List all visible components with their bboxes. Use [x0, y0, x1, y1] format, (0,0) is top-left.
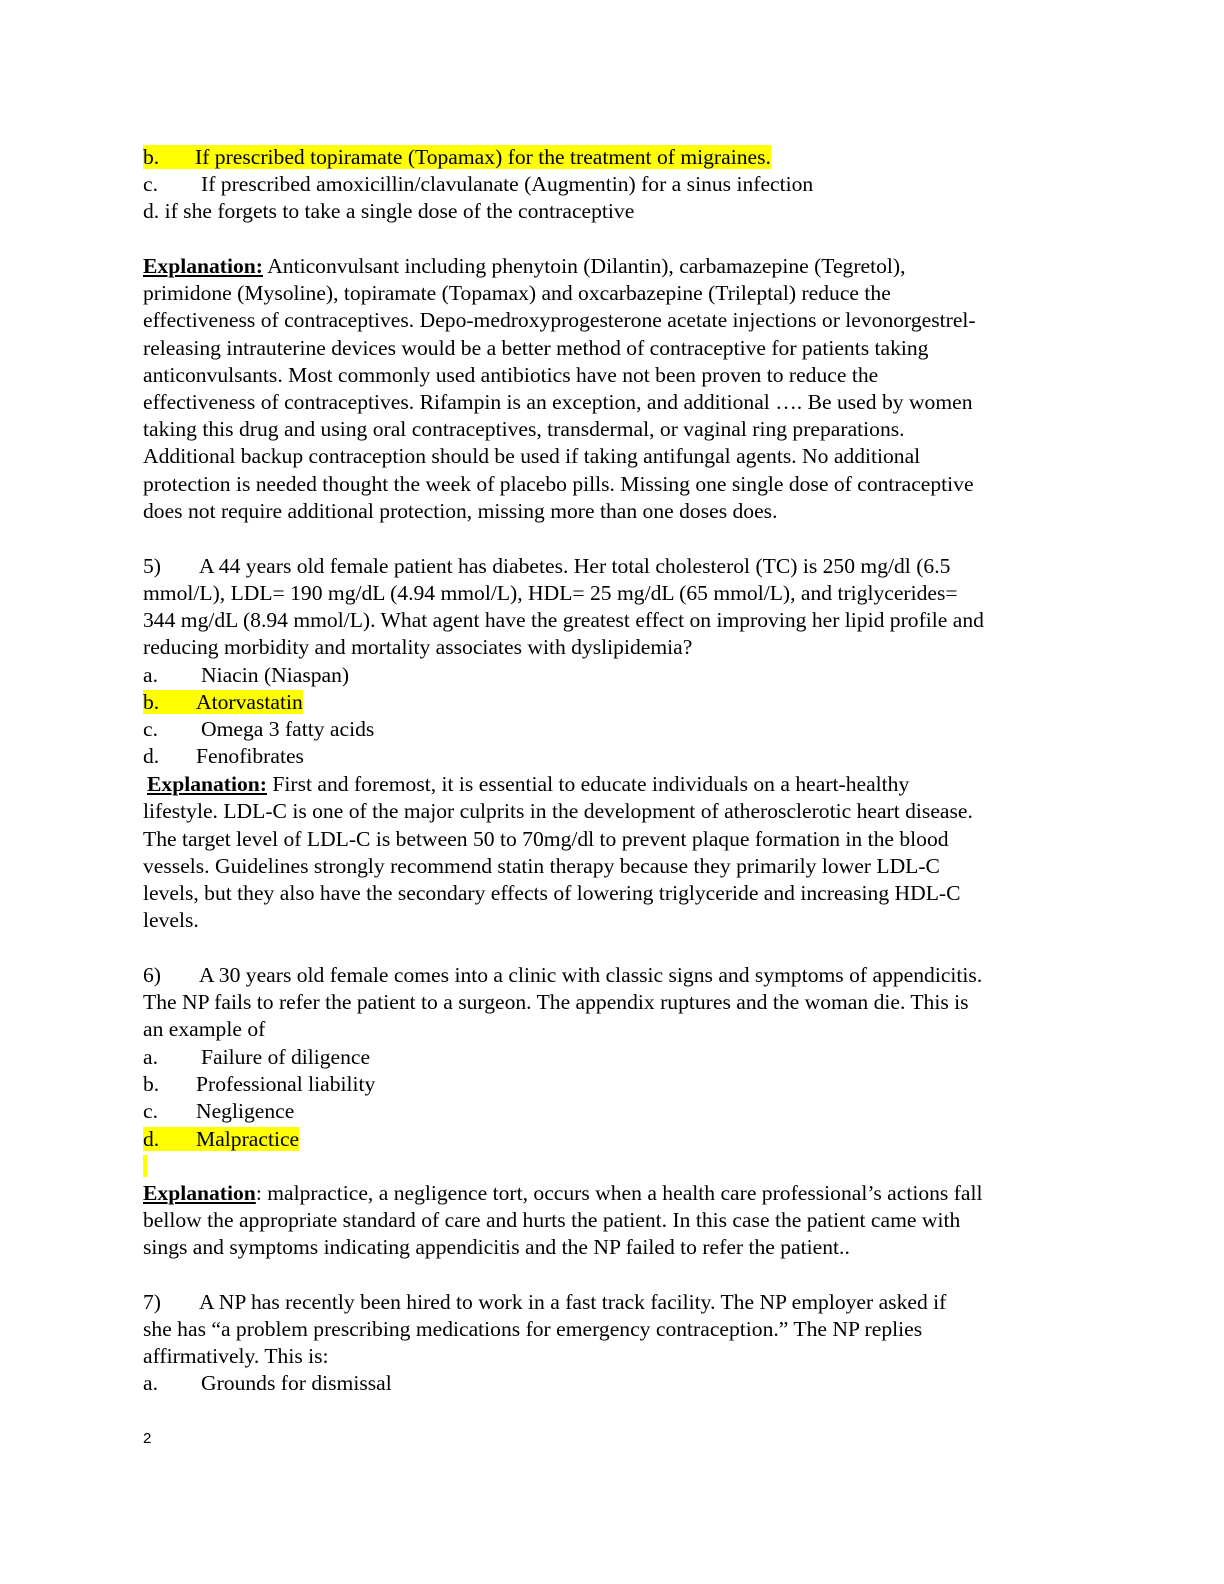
option-label: d. — [143, 1127, 160, 1151]
explanation-line: effectiveness of contraceptives. Rifampin is an exception, and additional …. Be used by women — [143, 390, 973, 414]
explanation-text: First and foremost, it is essential to educate individuals on a heart-healthy — [267, 772, 910, 796]
option-c-line — [143, 716, 374, 743]
explanation-heading: Explanation — [143, 1181, 256, 1205]
explanation-line — [147, 771, 909, 798]
explanation-line: primidone (Mysoline), topiramate (Topamax) and oxcarbazepine (Trileptal) reduce the — [143, 281, 891, 305]
option-text: Professional liability — [196, 1072, 376, 1096]
option-text: Negligence — [196, 1099, 295, 1123]
option-c-line — [143, 1098, 294, 1125]
question-7-line — [143, 1289, 946, 1316]
question-line: an example of — [143, 1017, 266, 1041]
question-6-line — [143, 962, 982, 989]
explanation-heading: Explanation: — [147, 772, 267, 796]
question-text: A 44 years old female patient has diabetes. Her total cholesterol (TC) is 250 mg/dl (6.5 — [199, 554, 951, 578]
option-label: a. — [143, 1371, 158, 1395]
explanation-line: bellow the appropriate standard of care and hurts the patient. In this case the patient came with — [143, 1208, 961, 1232]
option-b-line — [143, 689, 303, 716]
option-c-line — [143, 171, 813, 198]
option-text: If prescribed topiramate (Topamax) for the treatment of migraines. — [195, 145, 771, 169]
explanation-line: lifestyle. LDL-C is one of the major culprits in the development of atherosclerotic heart disease. — [143, 799, 973, 823]
explanation-text: : malpractice, a negligence tort, occurs when a health care professional’s actions fall — [255, 1181, 983, 1205]
option-text: Niacin (Niaspan) — [201, 663, 350, 687]
option-a-line — [143, 1370, 392, 1397]
question-line: The NP fails to refer the patient to a surgeon. The appendix ruptures and the woman die. This is — [143, 990, 969, 1014]
option-label: c. — [143, 717, 158, 741]
option-text: Failure of diligence — [201, 1045, 371, 1069]
question-line: reducing morbidity and mortality associates with dyslipidemia? — [143, 635, 693, 659]
explanation-line: releasing intrauterine devices would be a better method of contraceptive for patients taking — [143, 336, 929, 360]
explanation-line: sings and symptoms indicating appendicitis and the NP failed to refer the patient.. — [143, 1235, 850, 1259]
explanation-line: protection is needed thought the week of placebo pills. Missing one single dose of contraceptive — [143, 472, 974, 496]
question-number: 6) — [143, 963, 161, 987]
option-d-line: d. if she forgets to take a single dose of the contraceptive — [143, 199, 635, 223]
explanation-line: does not require additional protection, missing more than one doses does. — [143, 499, 778, 523]
option-d-line — [143, 1126, 299, 1153]
option-label: c. — [143, 172, 158, 196]
question-line: affirmatively. This is: — [143, 1344, 329, 1368]
option-a-line — [143, 1044, 370, 1071]
explanation-line: vessels. Guidelines strongly recommend statin therapy because they primarily lower LDL-C — [143, 854, 940, 878]
option-label: b. — [143, 1072, 160, 1096]
option-text: Atorvastatin — [196, 690, 303, 714]
explanation-line: The target level of LDL-C is between 50 to 70mg/dl to prevent plaque formation in the blood — [143, 827, 949, 851]
question-number: 7) — [143, 1290, 161, 1314]
explanation-text: Anticonvulsant including phenytoin (Dilantin), carbamazepine (Tegretol), — [263, 254, 906, 278]
option-d-line — [143, 743, 304, 770]
question-line: 344 mg/dL (8.94 mmol/L). What agent have the greatest effect on improving her lipid profile and — [143, 608, 984, 632]
option-text: If prescribed amoxicillin/clavulanate (Augmentin) for a sinus infection — [201, 172, 814, 196]
explanation-line: levels. — [143, 908, 199, 932]
explanation-line — [143, 1180, 983, 1207]
option-label: c. — [143, 1099, 158, 1123]
option-text: Grounds for dismissal — [201, 1371, 392, 1395]
question-line: she has “a problem prescribing medications for emergency contraception.” The NP replies — [143, 1317, 923, 1341]
option-b-line — [143, 1071, 375, 1098]
option-text: Omega 3 fatty acids — [201, 717, 375, 741]
option-text: Malpractice — [196, 1127, 300, 1151]
option-label: d. — [143, 744, 160, 768]
question-text: A 30 years old female comes into a clinic with classic signs and symptoms of appendicitis. — [199, 963, 983, 987]
option-label: b. — [143, 690, 160, 714]
question-number: 5) — [143, 554, 161, 578]
question-text: A NP has recently been hired to work in a fast track facility. The NP employer asked if — [199, 1290, 947, 1314]
explanation-line — [143, 253, 906, 280]
explanation-heading: Explanation: — [143, 254, 263, 278]
option-a-line — [143, 662, 349, 689]
option-label: a. — [143, 663, 158, 687]
option-text: Fenofibrates — [196, 744, 304, 768]
option-b-line — [143, 144, 771, 171]
option-label: a. — [143, 1045, 158, 1069]
highlight-mark — [143, 1155, 147, 1177]
option-label: b. — [143, 145, 160, 169]
explanation-line: Additional backup contraception should be used if taking antifungal agents. No additional — [143, 444, 921, 468]
explanation-line: anticonvulsants. Most commonly used antibiotics have not been proven to reduce the — [143, 363, 879, 387]
question-line: mmol/L), LDL= 190 mg/dL (4.94 mmol/L), HDL= 25 mg/dL (65 mmol/L), and triglycerides= — [143, 581, 958, 605]
explanation-line: taking this drug and using oral contraceptives, transdermal, or vaginal ring preparations. — [143, 417, 905, 441]
explanation-line: levels, but they also have the secondary effects of lowering triglyceride and increasing HDL-C — [143, 881, 961, 905]
page-number: 2 — [143, 1430, 152, 1447]
explanation-line: effectiveness of contraceptives. Depo-medroxyprogesterone acetate injections or levonorgestrel- — [143, 308, 976, 332]
question-5-line — [143, 553, 950, 580]
